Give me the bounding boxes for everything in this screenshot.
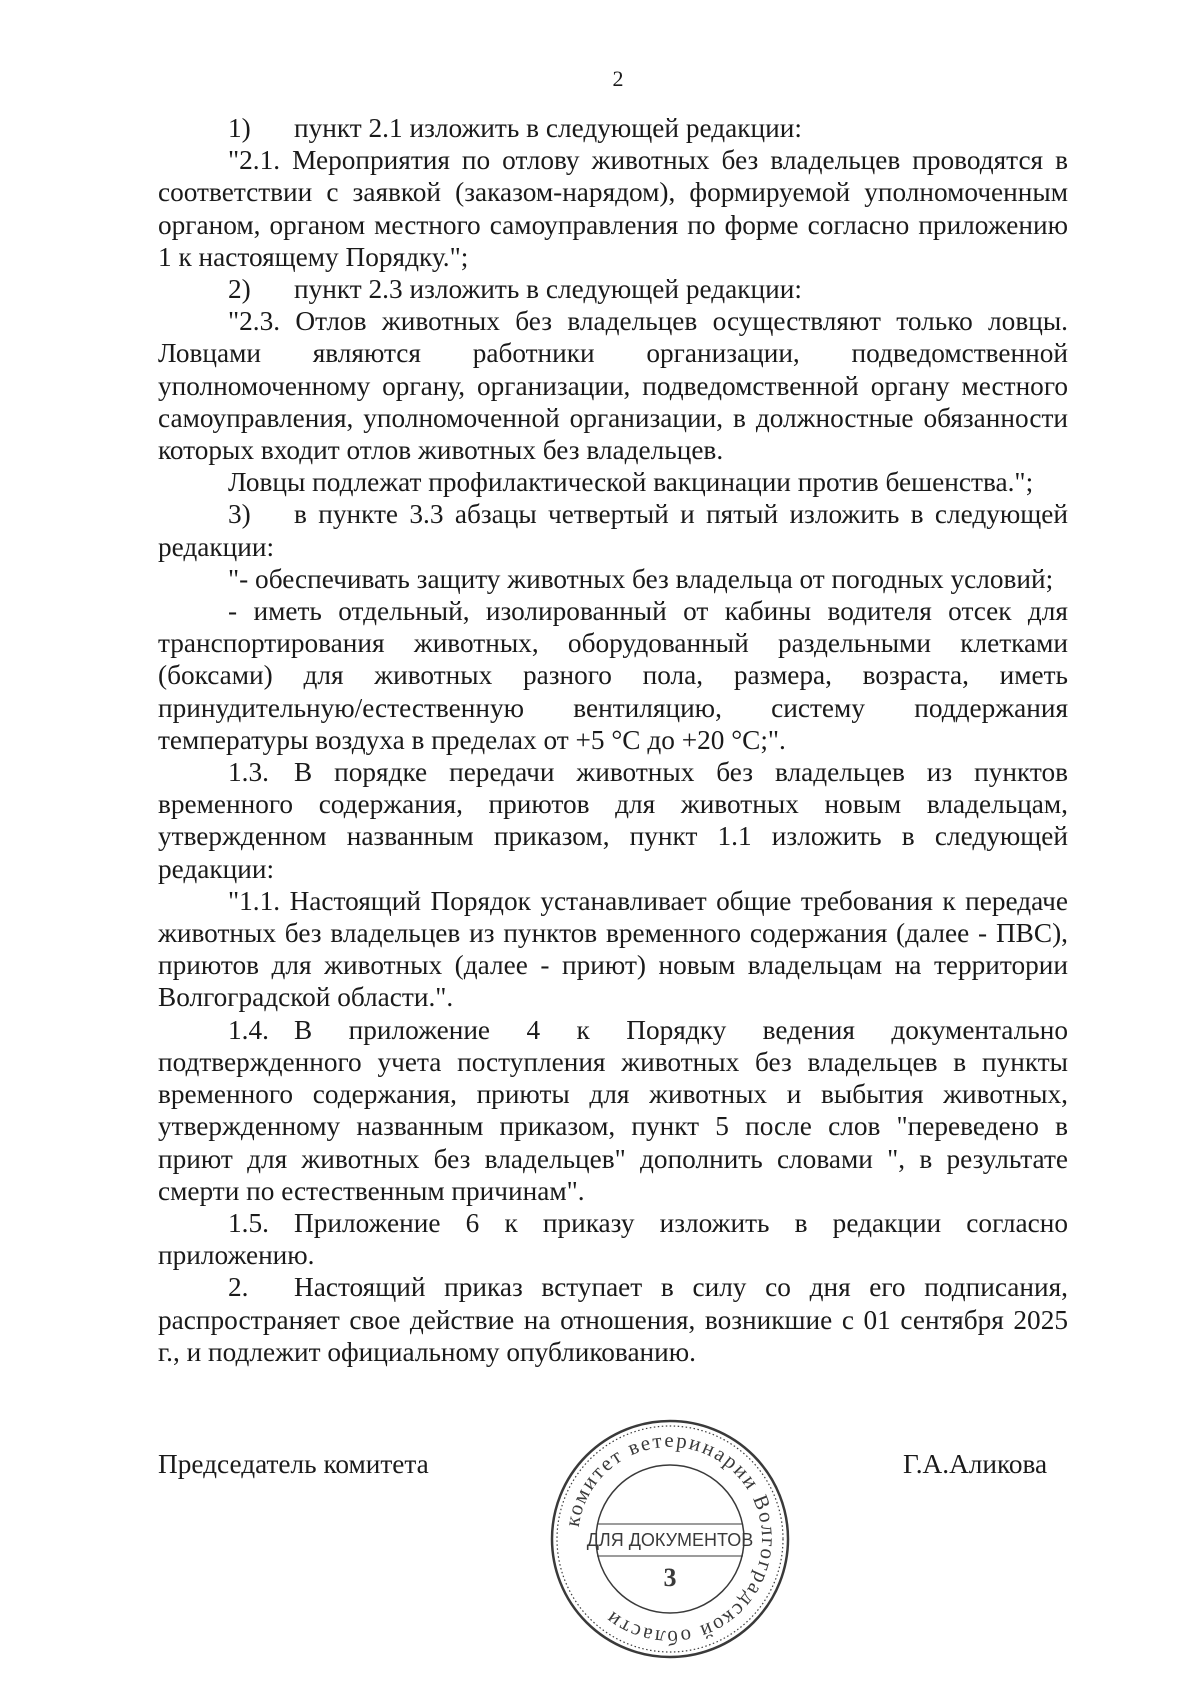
- item-number: 1.4.: [228, 1014, 269, 1045]
- item-number: 1.3.: [228, 757, 269, 788]
- paragraph: [158, 1207, 1068, 1271]
- paragraph: [158, 595, 1068, 756]
- paragraph-text: в пункте 3.3 абзацы четвертый и пятый изложить в следующей редакции:: [158, 499, 1068, 562]
- paragraph-text: - иметь отдельный, изолированный от кабины водителя отсек для транспортирования животных, оборудованный раздельными клетками (боксами) для животных разного пола, размера, возраста, иметь принудительную/естественную вентиляцию, систему поддержания температуры воздуха в пределах от +5 °С до +20 °С;".: [158, 596, 1068, 755]
- paragraph: [158, 305, 1068, 466]
- paragraph: [158, 498, 1068, 562]
- paragraph: [158, 112, 1068, 144]
- paragraph-text: "2.3. Отлов животных без владельцев осуществляют только ловцы. Ловцами являются работники организации, подведомственной уполномоченному органу, организации, подведомственной органу местного самоуправления, уполномоченной организации, в должностные обязанности которых входит отлов животных без владельцев.: [158, 306, 1068, 466]
- signature-name: Г.А.Аликова: [903, 1449, 1048, 1479]
- official-stamp: [545, 1414, 795, 1664]
- paragraph: [158, 1271, 1068, 1368]
- paragraph: [158, 273, 1068, 305]
- paragraph-text: В порядке передачи животных без владельцев из пунктов временного содержания, приютов для животных новым владельцам, утвержденном названным приказом, пункт 1.1 изложить в следующей редакции:: [158, 757, 1068, 884]
- paragraph-text: "- обеспечивать защиту животных без владельца от погодных условий;: [228, 563, 1054, 594]
- paragraph-text: Ловцы подлежат профилактической вакцинации против бешенства.";: [228, 467, 1034, 498]
- paragraph: [158, 563, 1068, 595]
- paragraph: [158, 885, 1068, 1014]
- page-number: 2: [612, 66, 624, 91]
- stamp-number: 3: [663, 1563, 677, 1592]
- paragraph-text: Приложение 6 к приказу изложить в редакции согласно приложению.: [158, 1207, 1068, 1271]
- stamp-seal: [545, 1414, 795, 1664]
- item-number: 3): [228, 499, 251, 530]
- paragraph-text: пункт 2.1 изложить в следующей редакции:: [294, 113, 802, 143]
- paragraph-text: В приложение 4 к Порядку ведения документально подтвержденного учета поступления животных без владельцев в пункты временного содержания, приюты для животных и выбытия животных, утвержденному названным приказом, пункт 5 после слов "переведено в приют для животных без владельцев" дополнить словами ", в результате смерти по естественным причинам".: [158, 1014, 1068, 1206]
- item-number: 1.5.: [228, 1207, 269, 1238]
- paragraph-text: "1.1. Настоящий Порядок устанавливает общие требования к передаче животных без владельцев из пунктов временного содержания (далее - ПВС), приютов для животных (далее - приют) новым владельцам на территории Волгоградской области.".: [158, 885, 1068, 1013]
- document-body: [158, 112, 1068, 1368]
- item-number: 2.: [228, 1272, 249, 1303]
- stamp-ring-text: комитет ветеринарии Волгоградской области: [559, 1427, 782, 1651]
- paragraph-text: "2.1. Мероприятия по отлову животных без владельцев проводятся в соответствии с заявкой (заказом-нарядом), формируемой уполномоченным органом, органом местного самоуправления по форме согласно приложению 1 к настоящему Порядку.";: [158, 145, 1068, 272]
- paragraph: [158, 144, 1068, 273]
- paragraph: [158, 1014, 1068, 1207]
- paragraph: [158, 756, 1068, 885]
- item-number: 2): [228, 274, 251, 305]
- signature-title: Председатель комитета: [158, 1449, 429, 1479]
- paragraph-text: пункт 2.3 изложить в следующей редакции:: [294, 274, 802, 305]
- stamp-center-text: ДЛЯ ДОКУМЕНТОВ: [586, 1530, 754, 1550]
- paragraph: [158, 466, 1068, 498]
- paragraph-text: Настоящий приказ вступает в силу со дня его подписания, распространяет свое действие на отношения, возникшие с 01 сентября 2025 г., и подлежит официальному опубликованию.: [158, 1272, 1068, 1367]
- item-number: 1): [228, 113, 251, 143]
